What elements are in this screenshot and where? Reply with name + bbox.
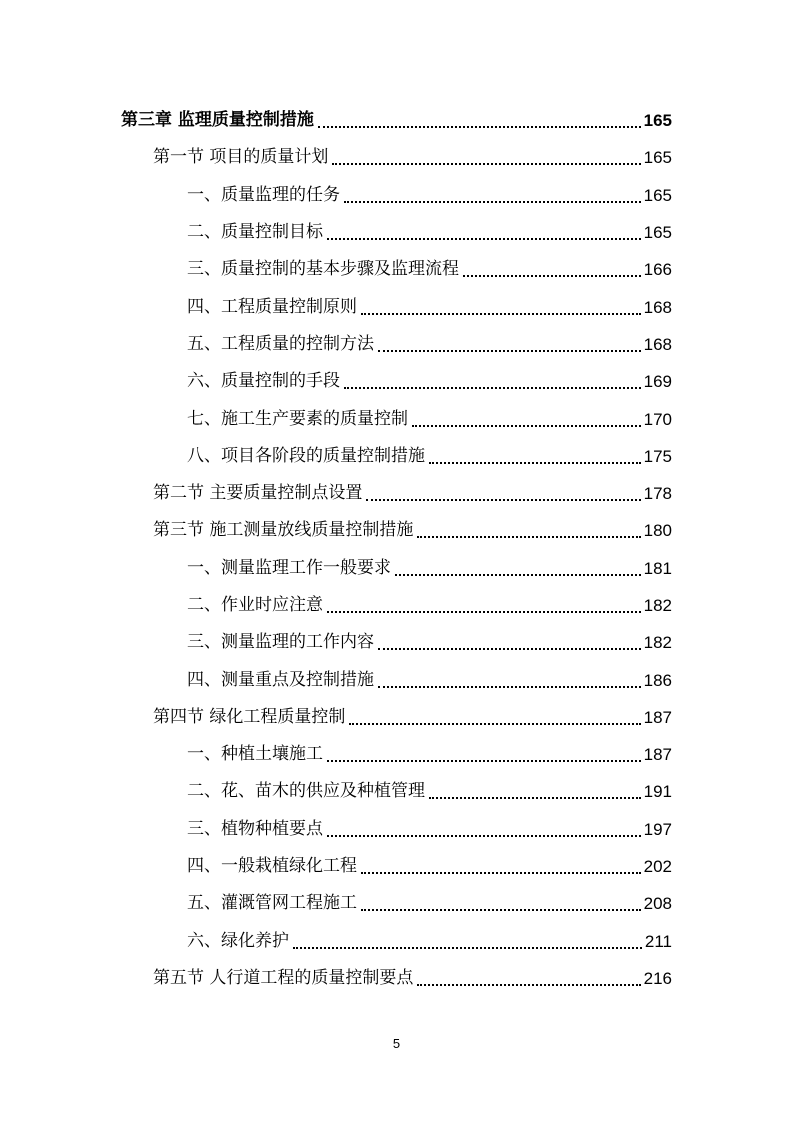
toc-dot-leader xyxy=(344,200,641,203)
toc-entry-page-number: 191 xyxy=(643,782,672,802)
toc-dot-leader xyxy=(344,386,641,389)
toc-dot-leader xyxy=(361,908,641,911)
toc-entry-title: 四、工程质量控制原则 xyxy=(187,296,357,317)
toc-entry-page-number: 170 xyxy=(643,409,672,429)
toc-dot-leader xyxy=(361,312,641,315)
toc-subsection-entry[interactable] xyxy=(0,587,793,624)
toc-dot-leader xyxy=(417,983,640,986)
toc-subsection-entry[interactable] xyxy=(0,736,793,773)
toc-entry-page-number: 187 xyxy=(643,745,672,765)
toc-entry-title: 四、一般栽植绿化工程 xyxy=(187,856,357,877)
toc-dot-leader xyxy=(361,871,641,874)
toc-entry-page-number: 175 xyxy=(643,446,672,466)
toc-dot-leader xyxy=(378,685,641,688)
toc-section-entry[interactable] xyxy=(0,699,793,736)
toc-section-entry[interactable] xyxy=(0,960,793,997)
toc-subsection-entry[interactable] xyxy=(0,811,793,848)
toc-dot-leader xyxy=(327,759,641,762)
toc-entry-page-number: 208 xyxy=(643,894,672,914)
toc-entry-title: 第三章 监理质量控制措施 xyxy=(121,110,314,131)
toc-entry-page-number: 181 xyxy=(643,558,672,578)
toc-entry-page-number: 169 xyxy=(643,372,672,392)
toc-dot-leader xyxy=(412,424,641,427)
toc-entry-page-number: 186 xyxy=(643,670,672,690)
toc-entry-title: 第二节 主要质量控制点设置 xyxy=(153,483,363,504)
toc-dot-leader xyxy=(327,237,641,240)
toc-subsection-entry[interactable] xyxy=(0,363,793,400)
toc-entry-page-number: 168 xyxy=(643,297,672,317)
toc-entry-page-number: 165 xyxy=(643,111,672,131)
toc-entry-page-number: 197 xyxy=(643,819,672,839)
toc-entry-title: 五、工程质量的控制方法 xyxy=(187,333,374,354)
toc-entry-page-number: 165 xyxy=(643,223,672,243)
toc-entry-title: 三、植物种植要点 xyxy=(187,818,323,839)
toc-subsection-entry[interactable] xyxy=(0,923,793,960)
toc-subsection-entry[interactable] xyxy=(0,177,793,214)
toc-subsection-entry[interactable] xyxy=(0,326,793,363)
toc-entry-title: 三、测量监理的工作内容 xyxy=(187,632,374,653)
toc-entry-page-number: 202 xyxy=(643,857,672,877)
toc-subsection-entry[interactable] xyxy=(0,438,793,475)
toc-dot-leader xyxy=(318,125,641,128)
toc-dot-leader xyxy=(395,573,641,576)
toc-dot-leader xyxy=(293,946,642,949)
toc-entry-page-number: 165 xyxy=(643,185,672,205)
toc-entry-title: 二、花、苗木的供应及种植管理 xyxy=(187,781,425,802)
toc-subsection-entry[interactable] xyxy=(0,251,793,288)
toc-dot-leader xyxy=(429,461,641,464)
toc-dot-leader xyxy=(429,796,641,799)
toc-subsection-entry[interactable] xyxy=(0,288,793,325)
toc-dot-leader xyxy=(332,162,640,165)
toc-dot-leader xyxy=(417,535,640,538)
toc-section-entry[interactable] xyxy=(0,475,793,512)
toc-dot-leader xyxy=(327,834,641,837)
toc-entry-page-number: 182 xyxy=(643,596,672,615)
toc-entry-title: 第五节 人行道工程的质量控制要点 xyxy=(153,967,414,988)
toc-entry-title: 二、作业时应注意 xyxy=(187,595,323,615)
toc-chapter-entry[interactable] xyxy=(0,102,793,139)
toc-entry-page-number: 168 xyxy=(643,334,672,354)
toc-entry-title: 第四节 绿化工程质量控制 xyxy=(153,706,346,727)
toc-subsection-entry[interactable] xyxy=(0,400,793,437)
toc-entry-title: 一、种植土壤施工 xyxy=(187,744,323,765)
toc-subsection-entry[interactable] xyxy=(0,661,793,698)
toc-dot-leader xyxy=(327,610,641,613)
toc-entry-page-number: 166 xyxy=(643,260,672,280)
toc-subsection-entry[interactable] xyxy=(0,885,793,922)
toc-entry-title: 六、质量控制的手段 xyxy=(187,371,340,392)
toc-dot-leader xyxy=(378,349,641,352)
toc-entry-page-number: 180 xyxy=(643,521,672,541)
toc-section-entry[interactable] xyxy=(0,512,793,549)
toc-dot-leader xyxy=(366,498,640,501)
page-number: 5 xyxy=(392,1036,401,1051)
toc-dot-leader xyxy=(349,722,640,725)
toc-entry-title: 第一节 项目的质量计划 xyxy=(153,147,329,168)
toc-entry-title: 五、灌溉管网工程施工 xyxy=(187,893,357,914)
toc-subsection-entry[interactable] xyxy=(0,624,793,661)
toc-entry-page-number: 182 xyxy=(643,633,672,653)
toc-dot-leader xyxy=(378,647,641,650)
toc-subsection-entry[interactable] xyxy=(0,214,793,251)
toc-subsection-entry[interactable] xyxy=(0,773,793,810)
toc-entry-title: 四、测量重点及控制措施 xyxy=(187,669,374,690)
toc-entry-title: 一、质量监理的任务 xyxy=(187,184,340,205)
toc-entry-title: 一、测量监理工作一般要求 xyxy=(187,557,391,578)
toc-entry-page-number: 187 xyxy=(643,707,672,727)
toc-entry-page-number: 216 xyxy=(643,968,672,988)
toc-entry-title: 八、项目各阶段的质量控制措施 xyxy=(187,445,425,466)
toc-subsection-entry[interactable] xyxy=(0,550,793,587)
toc-dot-leader xyxy=(463,274,641,277)
toc-entry-page-number: 165 xyxy=(643,148,672,168)
toc-entry-title: 六、绿化养护 xyxy=(187,930,289,951)
toc-subsection-entry[interactable] xyxy=(0,848,793,885)
toc-entry-page-number: 211 xyxy=(644,931,672,951)
toc-entry-title: 第三节 施工测量放线质量控制措施 xyxy=(153,520,414,541)
toc-entry-title: 三、质量控制的基本步骤及监理流程 xyxy=(187,259,459,280)
table-of-contents xyxy=(0,102,793,997)
toc-entry-page-number: 178 xyxy=(643,484,672,504)
toc-section-entry[interactable] xyxy=(0,139,793,176)
toc-entry-title: 七、施工生产要素的质量控制 xyxy=(187,408,408,429)
toc-entry-title: 二、质量控制目标 xyxy=(187,222,323,243)
